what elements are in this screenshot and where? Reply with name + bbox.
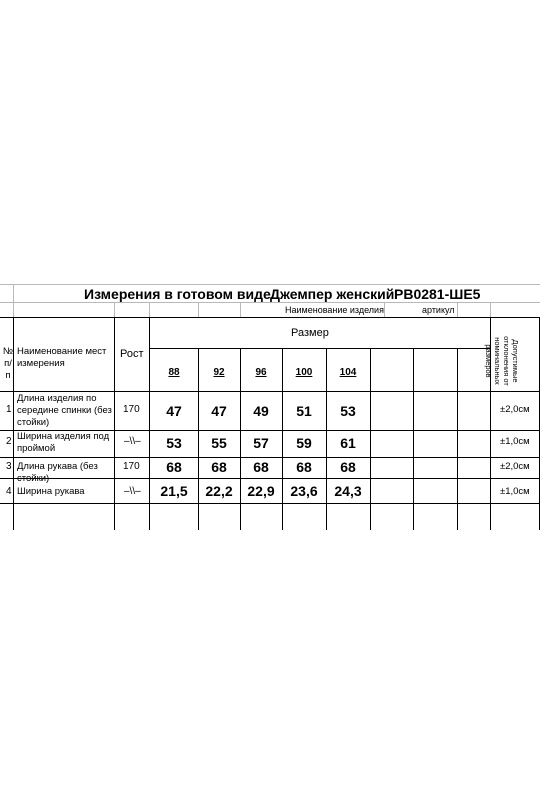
border-row-2 — [0, 457, 540, 458]
col-header-num: № п/п — [2, 346, 14, 381]
row-4-height: –\\– — [124, 486, 141, 497]
col-header-height: Рост — [120, 348, 144, 360]
article-number: РВ0281-ШЕ5 — [394, 286, 481, 302]
row-2-val-104: 61 — [340, 435, 356, 451]
row-1-val-104: 53 — [340, 403, 356, 419]
row-3-tolerance: ±2,0см — [500, 461, 530, 472]
row-3-name: Длина рукава (без стойки) — [17, 461, 98, 484]
row-1-val-92: 47 — [211, 403, 227, 419]
guide-col-tolerance — [490, 302, 491, 318]
col-header-size: Размер — [291, 327, 329, 339]
row-1-num: 1 — [6, 404, 12, 415]
row-2-num: 2 — [6, 436, 12, 447]
row-4-name: Ширина рукава — [17, 486, 85, 497]
row-2-val-96: 57 — [253, 435, 269, 451]
size-88: 88 — [168, 367, 180, 378]
row-1-height: 170 — [123, 404, 140, 415]
product-name: Джемпер женский — [270, 286, 395, 302]
row-3-height: 170 — [123, 461, 140, 472]
guide-col-extra1 — [384, 302, 385, 318]
sheet-title: Измерения в готовом виде — [84, 286, 271, 302]
border-row-4 — [0, 503, 540, 504]
row-4-val-100: 23,6 — [290, 483, 318, 499]
size-92: 92 — [213, 367, 225, 378]
size-96: 96 — [255, 367, 267, 378]
col-header-tolerance: Допустимые отклонения от номинальных размеров — [484, 336, 520, 386]
guide-col-92 — [198, 302, 199, 318]
border-header-bottom — [0, 391, 540, 392]
row-1-val-100: 51 — [296, 403, 312, 419]
row-1-val-88: 47 — [166, 403, 182, 419]
border-col-extra2 — [413, 348, 414, 530]
row-2-height: –\\– — [124, 436, 141, 447]
row-3-val-100: 68 — [296, 459, 312, 475]
row-4-tolerance: ±1,0см — [500, 486, 530, 497]
row-1-name: Длина изделия по середине спинки (без стойки) — [17, 393, 112, 428]
guide-col-extra3 — [457, 302, 458, 318]
row-2-val-92: 55 — [211, 435, 227, 451]
row-3-val-88: 68 — [166, 459, 182, 475]
row-4-num: 4 — [6, 486, 12, 497]
row-2-val-100: 59 — [296, 435, 312, 451]
row-4-val-96: 22,9 — [247, 483, 275, 499]
row-2-tolerance: ±1,0см — [500, 436, 530, 447]
row-1-val-96: 49 — [253, 403, 269, 419]
row-3-val-104: 68 — [340, 459, 356, 475]
guide-col-88 — [149, 302, 150, 318]
border-table-top — [0, 317, 540, 318]
row-4-val-92: 22,2 — [205, 483, 233, 499]
row-4-val-88: 21,5 — [160, 483, 188, 499]
row-3-val-96: 68 — [253, 459, 269, 475]
border-size-group — [149, 348, 490, 349]
size-104: 104 — [339, 367, 357, 378]
col-header-name: Наименование мест измерения — [17, 346, 107, 369]
row-2-name: Ширина изделия под проймой — [17, 431, 110, 454]
guide-line-title — [0, 302, 540, 303]
border-col-extra3 — [457, 348, 458, 530]
row-3-val-92: 68 — [211, 459, 227, 475]
row-3-num: 3 — [6, 461, 12, 472]
article-caption: артикул — [422, 305, 455, 315]
border-col-height — [149, 317, 150, 530]
guide-col-height — [114, 302, 115, 318]
guide-col-num — [13, 284, 14, 318]
product-caption: Наименование изделия — [285, 305, 384, 315]
row-2-val-88: 53 — [166, 435, 182, 451]
border-col-extra1 — [370, 348, 371, 530]
row-1-tolerance: ±2,0см — [500, 404, 530, 415]
size-100: 100 — [295, 367, 313, 378]
row-4-val-104: 24,3 — [334, 483, 362, 499]
guide-col-96 — [240, 302, 241, 318]
guide-line-top — [0, 284, 540, 285]
